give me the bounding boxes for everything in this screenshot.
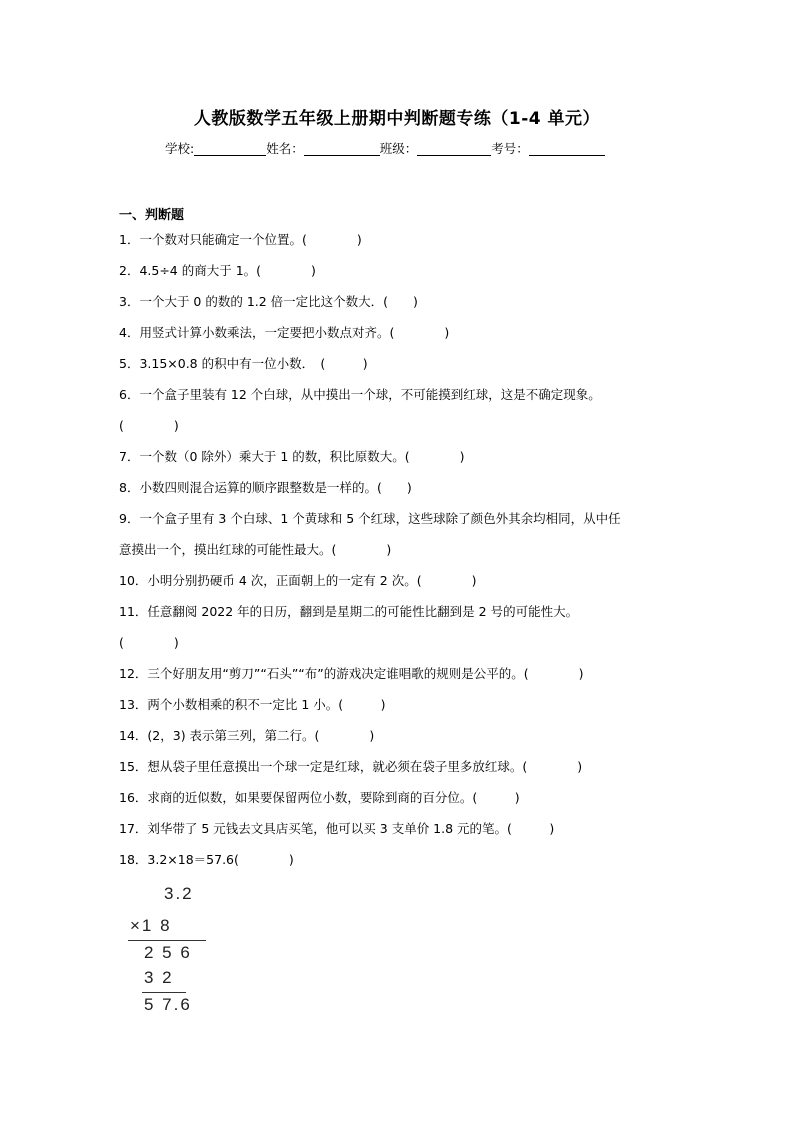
question-line: 3．一个大于 0 的数的 1.2 倍一定比这个数大．( ): [119, 294, 418, 309]
vertical-multiplication: [128, 884, 218, 1024]
question-line: 17．刘华带了 5 元钱去文具店买笔，他可以买 3 支单价 1.8 元的笔。( ): [119, 821, 555, 836]
class-blank[interactable]: [417, 142, 491, 156]
answer-line: ( ): [119, 418, 179, 433]
name-blank[interactable]: [304, 142, 380, 156]
question-line: 13．两个小数相乘的积不一定比 1 小。( ): [119, 697, 386, 712]
exam-no-label: 考号：: [491, 141, 529, 156]
question-line: 18．3.2×18＝57.6( ): [119, 852, 294, 867]
page-title: 人教版数学五年级上册期中判断题专练（1-4 单元）: [193, 109, 601, 129]
calc-partial-1: 2 5 6: [144, 943, 192, 962]
question-line: 2．4.5÷4 的商大于 1。( ): [119, 263, 316, 278]
question-line: 意摸出一个，摸出红球的可能性最大。( ): [119, 542, 392, 557]
school-blank[interactable]: [194, 142, 266, 156]
question-line: 14．(2，3) 表示第三列，第二行。( ): [119, 728, 375, 743]
section-title: 一、判断题: [119, 208, 185, 223]
question-line: 9．一个盒子里有 3 个白球、1 个黄球和 5 个红球，这些球除了颜色外其余均相同，从中任: [119, 511, 621, 526]
calc-multiplicand: 3.2: [164, 884, 194, 903]
question-line: 1．一个数对只能确定一个位置。( ): [119, 232, 362, 247]
question-line: 10．小明分别扔硬币 4 次，正面朝上的一定有 2 次。( ): [119, 573, 477, 588]
school-label: 学校:: [165, 141, 195, 156]
question-line: 7．一个数（0 除外）乘大于 1 的数，积比原数大。( ): [119, 449, 465, 464]
question-line: 4．用竖式计算小数乘法，一定要把小数点对齐。( ): [119, 325, 450, 340]
calc-rule-2: [142, 992, 186, 993]
class-label: 班级：: [379, 141, 418, 156]
calc-partial-2: 3 2: [144, 968, 174, 987]
exam-no-blank[interactable]: [529, 142, 605, 156]
question-line: 15．想从袋子里任意摸出一个球一定是红球，就必须在袋子里多放红球。( ): [119, 759, 583, 774]
student-info-row: [165, 139, 605, 157]
answer-line: ( ): [119, 635, 179, 650]
question-line: 12．三个好朋友用“剪刀”“石头”“布”的游戏决定谁唱歌的规则是公平的。( ): [119, 666, 584, 681]
question-line: 6．一个盒子里装有 12 个白球，从中摸出一个球，不可能摸到红球，这是不确定现象。: [119, 387, 601, 402]
calc-multiplier: ×1 8: [130, 916, 172, 935]
question-line: 16．求商的近似数，如果要保留两位小数，要除到商的百分位。( ): [119, 790, 520, 805]
name-label: 姓名：: [266, 141, 304, 156]
calc-result: 5 7.6: [144, 995, 192, 1014]
question-line: 5．3.15×0.8 的积中有一位小数． ( ): [119, 356, 368, 371]
question-line: 11．任意翻阅 2022 年的日历，翻到是星期二的可能性比翻到是 2 号的可能性大。: [119, 604, 579, 619]
calc-rule-1: [128, 940, 206, 941]
question-line: 8．小数四则混合运算的顺序跟整数是一样的。( ): [119, 480, 412, 495]
